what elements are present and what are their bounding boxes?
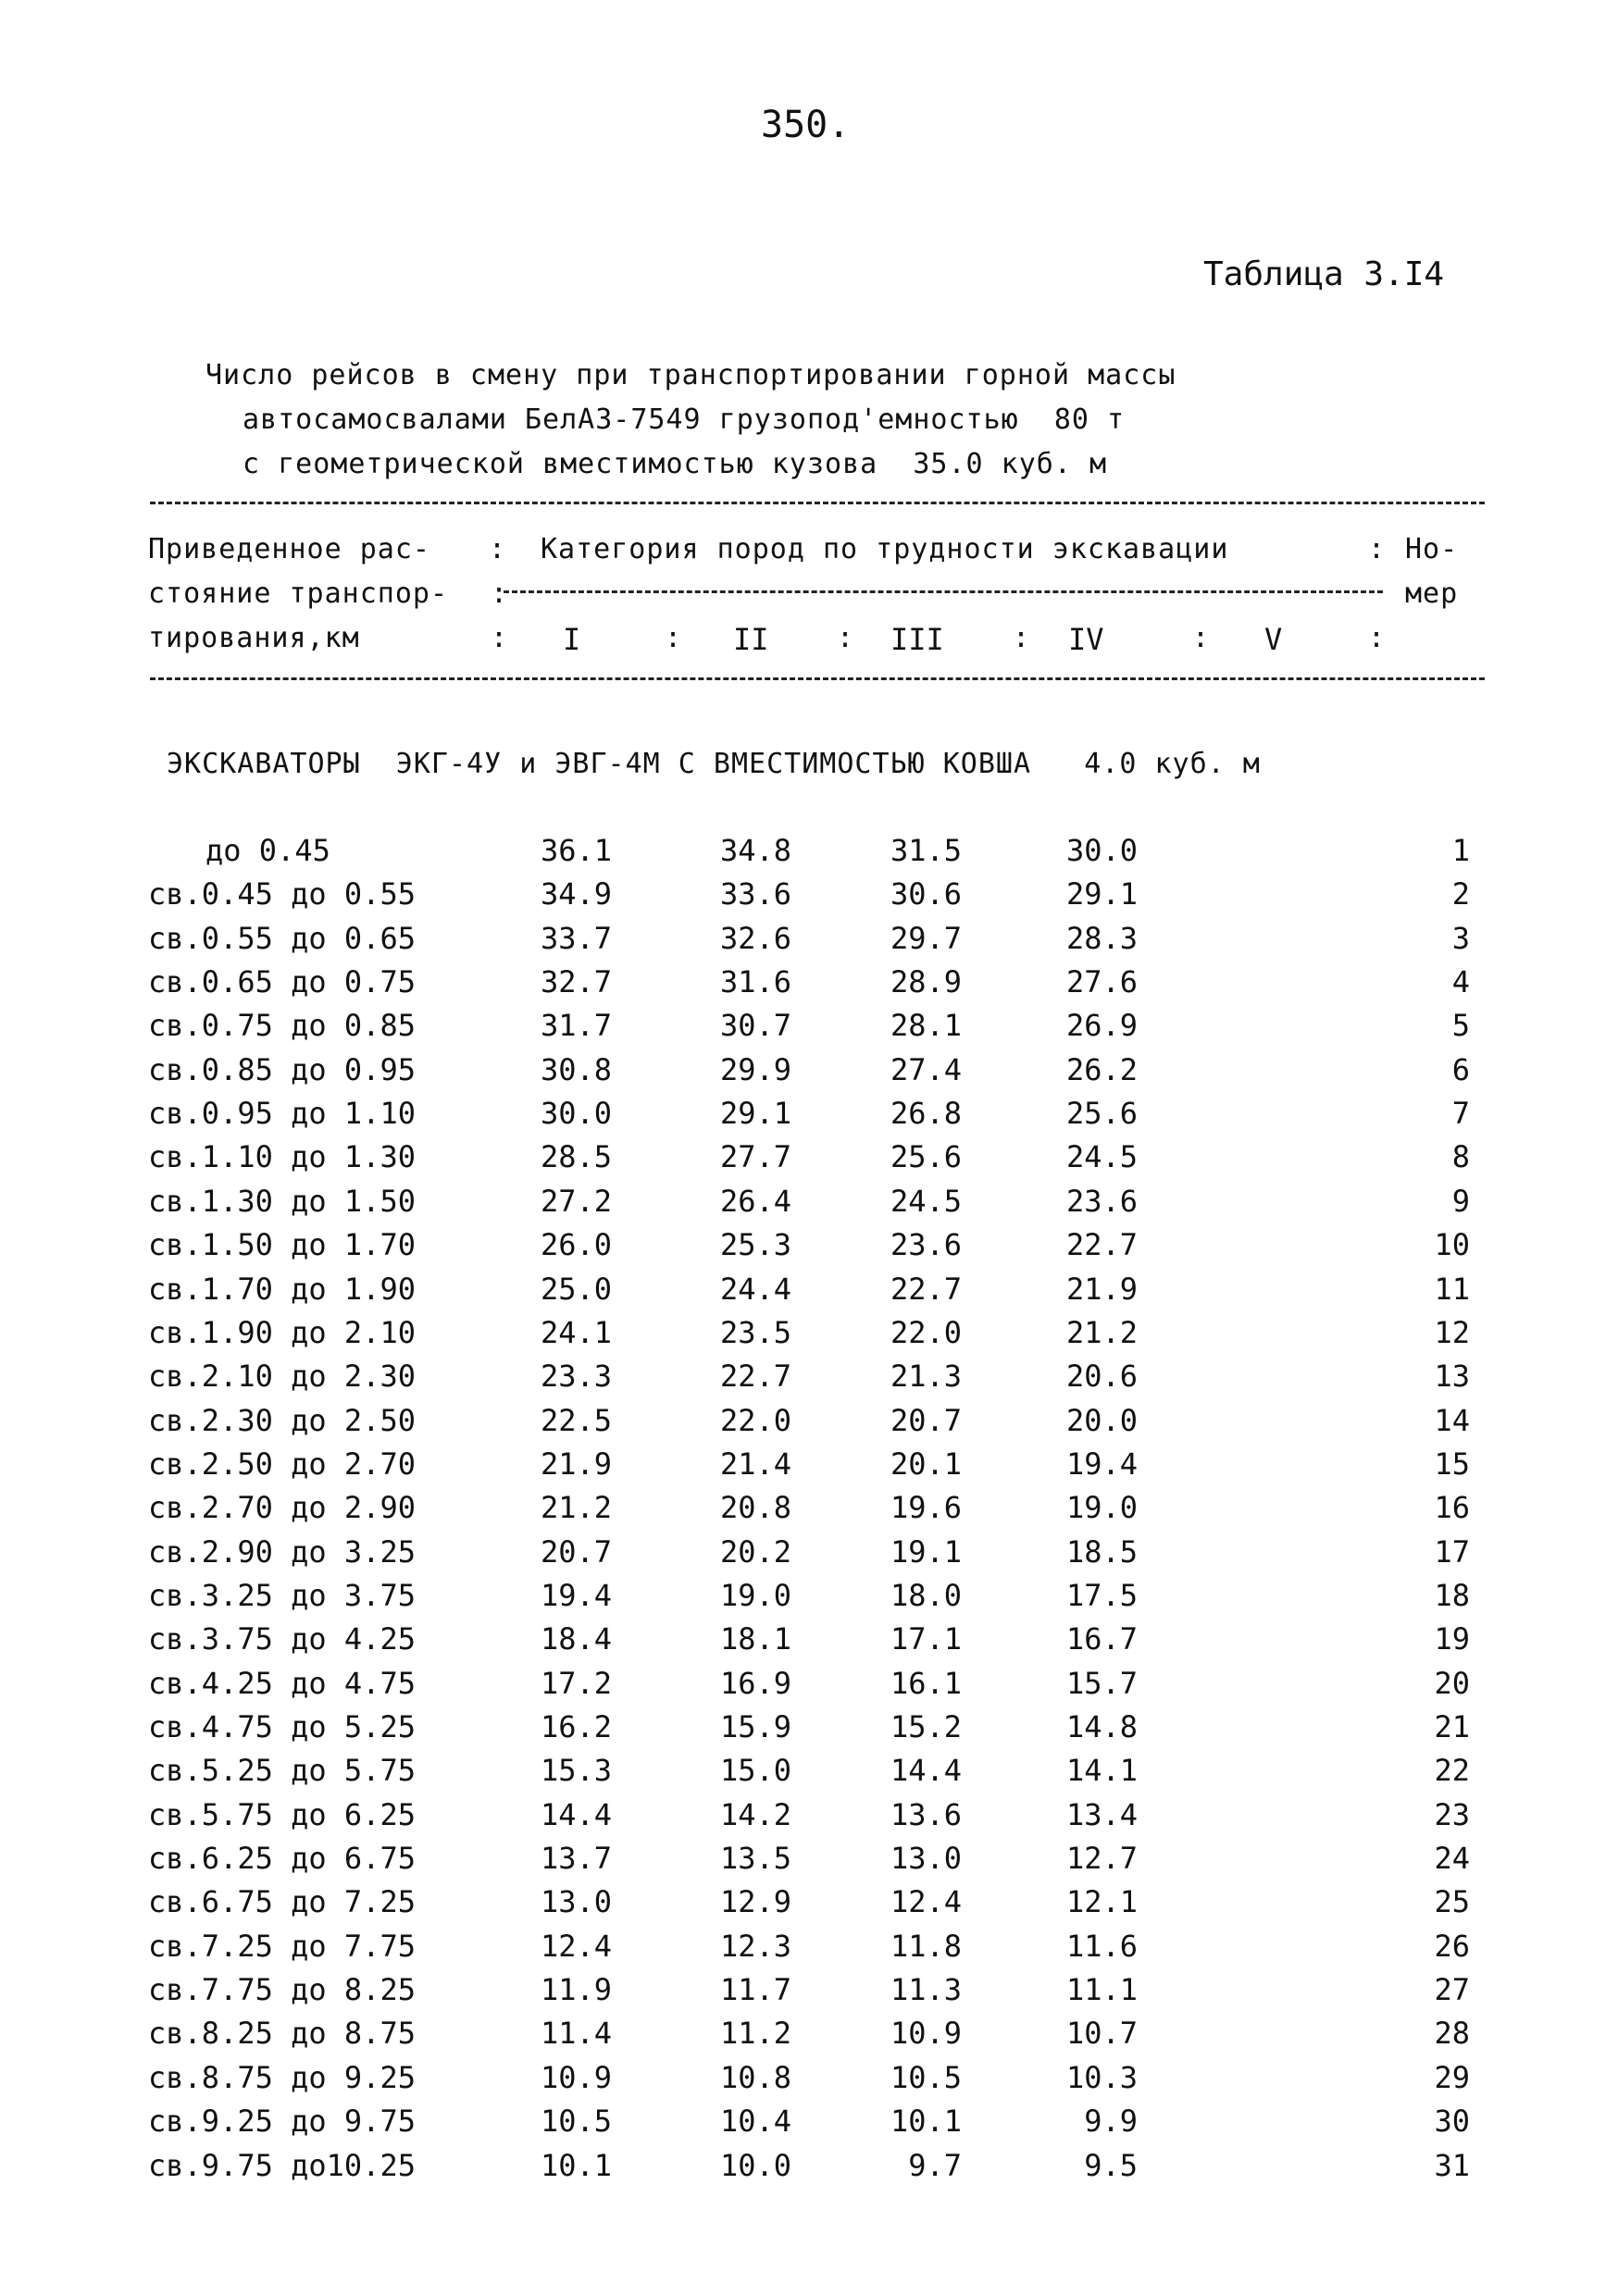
row-number-cell: 6 <box>1451 1051 1470 1087</box>
category-iii-cell: 11.3 <box>890 1972 963 2008</box>
table-row <box>0 2060 1618 2104</box>
distance-cell: св.6.25 до 6.75 <box>148 1841 416 1877</box>
category-iii-cell: 9.7 <box>890 2147 963 2183</box>
row-number-cell: 29 <box>1434 2059 1470 2095</box>
category-iv-cell: 25.6 <box>1066 1096 1139 1132</box>
category-i-cell: 16.2 <box>541 1709 613 1744</box>
category-iv-cell: 10.7 <box>1066 2016 1139 2052</box>
category-ii-cell: 27.7 <box>720 1139 792 1175</box>
category-ii-cell: 20.2 <box>720 1533 792 1570</box>
row-number-cell: 2 <box>1451 876 1470 912</box>
category-ii-cell: 31.6 <box>720 964 792 1000</box>
category-iv-cell: 16.7 <box>1066 1621 1139 1657</box>
category-iv-cell: 12.7 <box>1066 1841 1139 1877</box>
category-iv-cell: 28.3 <box>1066 920 1139 956</box>
row-number-cell: 11 <box>1434 1271 1470 1307</box>
table-row <box>0 876 1618 921</box>
header-separator: : <box>1013 622 1030 654</box>
category-iv-cell: 22.7 <box>1066 1227 1139 1263</box>
category-iii-cell: 22.0 <box>890 1314 963 1350</box>
table-row <box>0 1621 1618 1666</box>
table-row <box>0 1227 1618 1272</box>
category-iv-cell: 26.9 <box>1066 1008 1139 1044</box>
category-ii-cell: 20.8 <box>720 1490 792 1526</box>
distance-cell: св.4.75 до 5.25 <box>148 1709 416 1744</box>
category-i-cell: 12.4 <box>541 1928 613 1964</box>
distance-cell: св.2.70 до 2.90 <box>148 1490 416 1526</box>
category-ii-cell: 18.1 <box>720 1621 792 1657</box>
category-ii-cell: 15.0 <box>720 1753 792 1789</box>
row-number-cell: 14 <box>1434 1402 1470 1438</box>
category-iv-cell: 23.6 <box>1066 1183 1139 1219</box>
category-ii-cell: 24.4 <box>720 1271 792 1307</box>
row-number-cell: 8 <box>1451 1139 1470 1175</box>
category-i-cell: 28.5 <box>541 1139 613 1175</box>
distance-cell: св.1.10 до 1.30 <box>148 1139 416 1175</box>
row-number-cell: 30 <box>1434 2104 1470 2140</box>
distance-cell: св.1.90 до 2.10 <box>148 1314 416 1350</box>
category-iv-cell: 19.0 <box>1066 1490 1139 1526</box>
table-row <box>0 1008 1618 1052</box>
header-category-i: I <box>563 622 581 657</box>
category-ii-cell: 21.4 <box>720 1446 792 1482</box>
category-iii-cell: 24.5 <box>890 1183 963 1219</box>
category-ii-cell: 14.2 <box>720 1796 792 1832</box>
category-i-cell: 13.0 <box>541 1884 613 1920</box>
header-separator: : <box>491 622 509 654</box>
row-number-cell: 13 <box>1434 1359 1470 1395</box>
category-i-cell: 31.7 <box>541 1008 613 1044</box>
distance-cell: св.7.75 до 8.25 <box>148 1972 416 2008</box>
category-iii-cell: 11.8 <box>890 1928 963 1964</box>
table-row <box>0 1534 1618 1579</box>
table-row <box>0 1359 1618 1403</box>
category-iv-cell: 29.1 <box>1066 876 1139 912</box>
category-iii-cell: 22.7 <box>890 1271 963 1307</box>
category-iii-cell: 29.7 <box>890 920 963 956</box>
row-number-cell: 31 <box>1434 2147 1470 2183</box>
row-number-cell: 15 <box>1434 1446 1470 1482</box>
table-row <box>0 1490 1618 1534</box>
category-ii-cell: 30.7 <box>720 1008 792 1044</box>
table-row <box>0 1096 1618 1140</box>
category-ii-cell: 32.6 <box>720 920 792 956</box>
distance-cell: св.3.25 до 3.75 <box>148 1577 416 1613</box>
category-iv-cell: 11.1 <box>1066 1972 1139 2008</box>
distance-cell: св.0.85 до 0.95 <box>148 1051 416 1087</box>
category-i-cell: 15.3 <box>541 1753 613 1789</box>
row-number-cell: 20 <box>1434 1665 1470 1701</box>
table-row <box>0 964 1618 1009</box>
category-i-cell: 22.5 <box>541 1402 613 1438</box>
category-i-cell: 21.9 <box>541 1446 613 1482</box>
category-iv-cell: 11.6 <box>1066 1928 1139 1964</box>
category-i-cell: 10.5 <box>541 2104 613 2140</box>
category-iii-cell: 21.3 <box>890 1359 963 1395</box>
category-i-cell: 24.1 <box>541 1314 613 1350</box>
category-iii-cell: 31.5 <box>890 833 963 868</box>
table-row <box>0 1972 1618 2017</box>
distance-cell: св.0.75 до 0.85 <box>148 1008 416 1044</box>
header-category-rule <box>504 590 1383 593</box>
category-i-cell: 17.2 <box>541 1665 613 1701</box>
header-distance-line-1: Приведенное рас- <box>148 533 430 565</box>
distance-cell: св.8.75 до 9.25 <box>148 2059 416 2095</box>
row-number-cell: 24 <box>1434 1841 1470 1877</box>
table-row <box>0 2104 1618 2148</box>
header-distance-line-3: тирования,км <box>148 622 360 654</box>
row-number-cell: 26 <box>1434 1928 1470 1964</box>
table-title-line-2: автосамосвалами БелАЗ-7549 грузопод'емностью 80 т <box>243 403 1126 436</box>
distance-cell: св.4.25 до 4.75 <box>148 1665 416 1701</box>
row-number-cell: 5 <box>1451 1008 1470 1044</box>
category-iv-cell: 13.4 <box>1066 1796 1139 1832</box>
page-number: 350. <box>761 104 851 146</box>
header-distance-line-2: стояние транспор- <box>148 577 449 610</box>
category-ii-cell: 12.3 <box>720 1928 792 1964</box>
header-category-ii: II <box>733 622 769 657</box>
distance-cell: св.0.45 до 0.55 <box>148 876 416 912</box>
category-i-cell: 30.0 <box>541 1096 613 1132</box>
distance-cell: св.1.50 до 1.70 <box>148 1227 416 1263</box>
distance-cell: св.3.75 до 4.25 <box>148 1621 416 1657</box>
row-number-cell: 27 <box>1434 1972 1470 2008</box>
row-number-cell: 16 <box>1434 1490 1470 1526</box>
category-i-cell: 26.0 <box>541 1227 613 1263</box>
category-iv-cell: 21.2 <box>1066 1314 1139 1350</box>
category-iv-cell: 9.5 <box>1066 2147 1139 2183</box>
row-number-cell: 4 <box>1451 964 1470 1000</box>
category-iv-cell: 27.6 <box>1066 964 1139 1000</box>
table-row <box>0 1709 1618 1754</box>
table-caption: Таблица 3.I4 <box>1203 255 1445 293</box>
category-ii-cell: 23.5 <box>720 1314 792 1350</box>
header-separator: : <box>837 622 854 654</box>
category-i-cell: 20.7 <box>541 1533 613 1570</box>
row-number-cell: 28 <box>1434 2016 1470 2052</box>
distance-cell: до 0.45 <box>205 833 330 868</box>
distance-cell: св.2.30 до 2.50 <box>148 1402 416 1438</box>
header-separator: : <box>665 622 682 654</box>
category-iii-cell: 28.1 <box>890 1008 963 1044</box>
category-iv-cell: 15.7 <box>1066 1665 1139 1701</box>
category-iii-cell: 20.1 <box>890 1446 963 1482</box>
header-separator: : <box>491 577 509 610</box>
category-ii-cell: 13.5 <box>720 1841 792 1877</box>
category-ii-cell: 29.9 <box>720 1051 792 1087</box>
category-i-cell: 13.7 <box>541 1841 613 1877</box>
distance-cell: св.2.10 до 2.30 <box>148 1359 416 1395</box>
category-iii-cell: 27.4 <box>890 1051 963 1087</box>
category-i-cell: 10.9 <box>541 2059 613 2095</box>
category-i-cell: 21.2 <box>541 1490 613 1526</box>
table-title-line-3: с геометрической вместимостью кузова 35.0 куб. м <box>243 448 1108 480</box>
row-number-cell: 12 <box>1434 1314 1470 1350</box>
table-row <box>0 1403 1618 1447</box>
table-row <box>0 833 1618 877</box>
header-category-v: V <box>1264 622 1283 657</box>
table-row <box>0 1446 1618 1491</box>
table-row <box>0 1578 1618 1622</box>
table-row <box>0 1139 1618 1184</box>
category-iii-cell: 18.0 <box>890 1577 963 1613</box>
row-number-cell: 19 <box>1434 1621 1470 1657</box>
category-iv-cell: 19.4 <box>1066 1446 1139 1482</box>
category-i-cell: 14.4 <box>541 1796 613 1832</box>
category-iii-cell: 15.2 <box>890 1709 963 1744</box>
category-ii-cell: 16.9 <box>720 1665 792 1701</box>
distance-cell: св.2.50 до 2.70 <box>148 1446 416 1482</box>
category-iii-cell: 10.5 <box>890 2059 963 2095</box>
category-iii-cell: 13.0 <box>890 1841 963 1877</box>
category-iii-cell: 16.1 <box>890 1665 963 1701</box>
category-iii-cell: 28.9 <box>890 964 963 1000</box>
category-iv-cell: 21.9 <box>1066 1271 1139 1307</box>
distance-cell: св.5.25 до 5.75 <box>148 1753 416 1789</box>
category-iii-cell: 14.4 <box>890 1753 963 1789</box>
table-title-line-1: Число рейсов в смену при транспортировании горной массы <box>205 359 1176 391</box>
category-iv-cell: 20.6 <box>1066 1359 1139 1395</box>
category-ii-cell: 33.6 <box>720 876 792 912</box>
category-iii-cell: 19.6 <box>890 1490 963 1526</box>
category-iv-cell: 14.1 <box>1066 1753 1139 1789</box>
category-ii-cell: 11.2 <box>720 2016 792 2052</box>
table-row <box>0 1666 1618 1710</box>
category-ii-cell: 34.8 <box>720 833 792 868</box>
category-i-cell: 33.7 <box>541 920 613 956</box>
category-ii-cell: 15.9 <box>720 1709 792 1744</box>
category-i-cell: 27.2 <box>541 1183 613 1219</box>
distance-cell: св.6.75 до 7.25 <box>148 1884 416 1920</box>
category-iv-cell: 30.0 <box>1066 833 1139 868</box>
category-ii-cell: 22.7 <box>720 1359 792 1395</box>
category-iv-cell: 18.5 <box>1066 1533 1139 1570</box>
distance-cell: св.0.65 до 0.75 <box>148 964 416 1000</box>
category-i-cell: 19.4 <box>541 1577 613 1613</box>
distance-cell: св.1.70 до 1.90 <box>148 1271 416 1307</box>
table-row <box>0 1929 1618 1973</box>
header-separator: : <box>1368 533 1387 565</box>
table-row <box>0 1753 1618 1797</box>
row-number-cell: 1 <box>1451 833 1470 868</box>
category-iii-cell: 19.1 <box>890 1533 963 1570</box>
row-number-cell: 9 <box>1451 1183 1470 1219</box>
row-number-cell: 17 <box>1434 1533 1470 1570</box>
header-number-line-2: мер <box>1405 577 1459 610</box>
category-ii-cell: 10.0 <box>720 2147 792 2183</box>
category-iii-cell: 30.6 <box>890 876 963 912</box>
distance-cell: св.5.75 до 6.25 <box>148 1796 416 1832</box>
category-iii-cell: 26.8 <box>890 1096 963 1132</box>
category-i-cell: 11.4 <box>541 2016 613 2052</box>
category-ii-cell: 10.4 <box>720 2104 792 2140</box>
category-iv-cell: 26.2 <box>1066 1051 1139 1087</box>
distance-cell: св.9.75 до10.25 <box>148 2147 416 2183</box>
row-number-cell: 22 <box>1434 1753 1470 1789</box>
category-iv-cell: 10.3 <box>1066 2059 1139 2095</box>
distance-cell: св.0.55 до 0.65 <box>148 920 416 956</box>
category-iii-cell: 10.9 <box>890 2016 963 2052</box>
distance-cell: св.2.90 до 3.25 <box>148 1533 416 1570</box>
category-iv-cell: 14.8 <box>1066 1709 1139 1744</box>
category-i-cell: 10.1 <box>541 2147 613 2183</box>
category-iii-cell: 20.7 <box>890 1402 963 1438</box>
category-iii-cell: 17.1 <box>890 1621 963 1657</box>
category-iii-cell: 10.1 <box>890 2104 963 2140</box>
table-row <box>0 1184 1618 1228</box>
category-i-cell: 32.7 <box>541 964 613 1000</box>
category-i-cell: 23.3 <box>541 1359 613 1395</box>
category-iii-cell: 13.6 <box>890 1796 963 1832</box>
table-row <box>0 2016 1618 2060</box>
distance-cell: св.7.25 до 7.75 <box>148 1928 416 1964</box>
table-row <box>0 1797 1618 1842</box>
row-number-cell: 18 <box>1434 1577 1470 1613</box>
row-number-cell: 3 <box>1451 920 1470 956</box>
category-ii-cell: 22.0 <box>720 1402 792 1438</box>
table-row <box>0 1272 1618 1316</box>
header-category-iv: IV <box>1068 622 1104 657</box>
category-i-cell: 36.1 <box>541 833 613 868</box>
header-top-rule <box>150 502 1485 504</box>
category-i-cell: 30.8 <box>541 1051 613 1087</box>
category-iii-cell: 12.4 <box>890 1884 963 1920</box>
category-iv-cell: 9.9 <box>1066 2104 1139 2140</box>
header-separator: : <box>1368 622 1386 654</box>
category-iv-cell: 24.5 <box>1066 1139 1139 1175</box>
category-ii-cell: 11.7 <box>720 1972 792 2008</box>
distance-cell: св.1.30 до 1.50 <box>148 1183 416 1219</box>
category-iii-cell: 25.6 <box>890 1139 963 1175</box>
header-number-line-1: Но- <box>1405 533 1459 565</box>
header-separator: : <box>1192 622 1210 654</box>
category-ii-cell: 29.1 <box>720 1096 792 1132</box>
category-iii-cell: 23.6 <box>890 1227 963 1263</box>
header-category-title: Категория пород по трудности экскавации <box>541 533 1229 565</box>
category-ii-cell: 26.4 <box>720 1183 792 1219</box>
category-ii-cell: 12.9 <box>720 1884 792 1920</box>
category-iv-cell: 12.1 <box>1066 1884 1139 1920</box>
row-number-cell: 23 <box>1434 1796 1470 1832</box>
distance-cell: св.9.25 до 9.75 <box>148 2104 416 2140</box>
category-i-cell: 18.4 <box>541 1621 613 1657</box>
table-row <box>0 1884 1618 1929</box>
category-ii-cell: 25.3 <box>720 1227 792 1263</box>
category-i-cell: 25.0 <box>541 1271 613 1307</box>
row-number-cell: 25 <box>1434 1884 1470 1920</box>
table-row <box>0 921 1618 965</box>
row-number-cell: 7 <box>1451 1096 1470 1132</box>
header-bottom-rule <box>150 677 1485 680</box>
table-row <box>0 1052 1618 1097</box>
table-row <box>0 1841 1618 1885</box>
table-row <box>0 2148 1618 2192</box>
distance-cell: св.8.25 до 8.75 <box>148 2016 416 2052</box>
category-ii-cell: 10.8 <box>720 2059 792 2095</box>
category-iv-cell: 17.5 <box>1066 1577 1139 1613</box>
header-category-iii: III <box>890 622 944 657</box>
table-row <box>0 1315 1618 1359</box>
row-number-cell: 10 <box>1434 1227 1470 1263</box>
row-number-cell: 21 <box>1434 1709 1470 1744</box>
section-title: ЭКСКАВАТОРЫ ЭКГ-4У и ЭВГ-4М С ВМЕСТИМОСТЬЮ КОВША 4.0 куб. м <box>167 748 1261 780</box>
distance-cell: св.0.95 до 1.10 <box>148 1096 416 1132</box>
category-i-cell: 11.9 <box>541 1972 613 2008</box>
category-ii-cell: 19.0 <box>720 1577 792 1613</box>
category-iv-cell: 20.0 <box>1066 1402 1139 1438</box>
category-i-cell: 34.9 <box>541 876 613 912</box>
header-separator: : <box>489 533 507 565</box>
